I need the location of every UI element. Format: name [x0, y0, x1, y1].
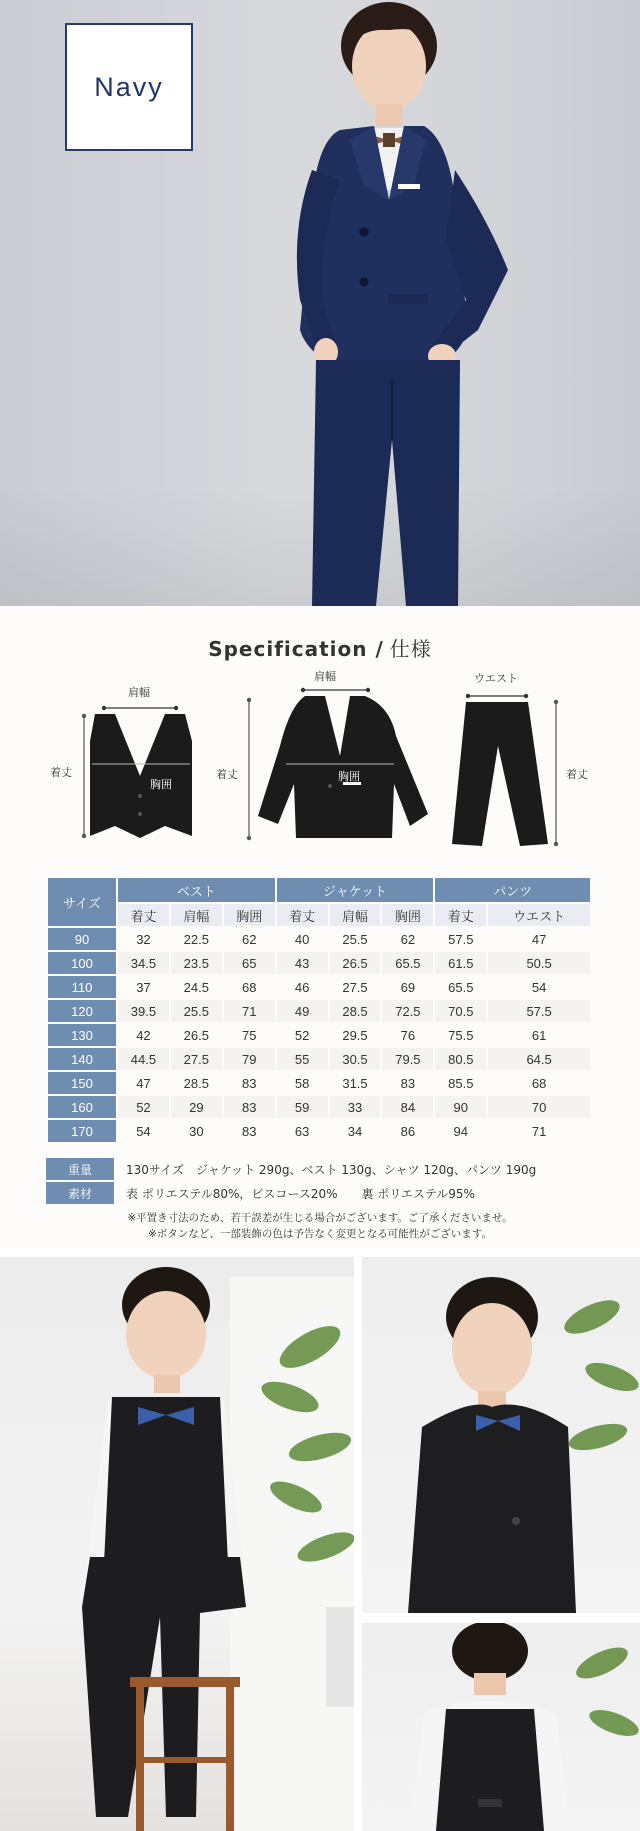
weight-row [46, 1158, 592, 1180]
measure-cell: 59 [277, 1096, 328, 1118]
measure-cell: 34 [330, 1120, 381, 1142]
jacket-model-photo [362, 1257, 640, 1613]
spec-title-jp: 仕様 [389, 637, 432, 661]
measure-cell: 49 [277, 1000, 328, 1022]
vest-chest-label: 胸囲 [150, 778, 172, 791]
measure-cell: 22.5 [171, 928, 222, 950]
measure-cell: 30 [171, 1120, 222, 1142]
measure-cell: 71 [488, 1120, 590, 1142]
size-row [48, 1120, 590, 1142]
measure-cell: 76 [382, 1024, 433, 1046]
size-cell: 140 [48, 1048, 116, 1070]
column-header: 着丈 [118, 904, 169, 926]
note-buttons: ※ボタンなど、一部装飾の色は予告なく変更となる可能性がございます。 [148, 1228, 492, 1240]
specification-section [0, 606, 640, 1248]
spec-title [0, 633, 640, 662]
measure-cell: 50.5 [488, 952, 590, 974]
measure-cell: 34.5 [118, 952, 169, 974]
size-cell: 150 [48, 1072, 116, 1094]
measure-cell: 47 [488, 928, 590, 950]
seated-boy-illustration [0, 1257, 354, 1831]
vest-length-label: 着丈 [50, 766, 72, 779]
size-row [48, 1072, 590, 1094]
vest-diagram [82, 706, 192, 838]
pants-diagram [452, 694, 558, 846]
vest-shoulder-label: 肩幅 [128, 686, 150, 699]
measure-cell: 27.5 [330, 976, 381, 998]
measure-cell: 42 [118, 1024, 169, 1046]
measure-cell: 27.5 [171, 1048, 222, 1070]
measure-cell: 75 [224, 1024, 275, 1046]
pants-group-header: パンツ [435, 878, 590, 902]
weight-text: 130サイズ ジャケット 290g、ベスト 130g、シャツ 120g、パンツ 190g [126, 1162, 537, 1177]
material-text: 表 ポリエステル80%，ビスコース20% 裏 ポリエステル95% [126, 1186, 475, 1201]
note-measurement: ※平置き寸法のため、若干誤差が生じる場合がございます。ご了承くださいませ。 [127, 1212, 513, 1224]
material-label: 素材 [46, 1182, 114, 1204]
column-header: 着丈 [435, 904, 486, 926]
size-row [48, 1048, 590, 1070]
measure-cell: 58 [277, 1072, 328, 1094]
size-cell: 110 [48, 976, 116, 998]
measure-cell: 43 [277, 952, 328, 974]
measure-cell: 94 [435, 1120, 486, 1142]
column-header: 肩幅 [171, 904, 222, 926]
measure-cell: 84 [382, 1096, 433, 1118]
size-header: サイズ [48, 878, 116, 926]
jacket-group-header: ジャケット [277, 878, 434, 902]
measure-cell: 68 [488, 1072, 590, 1094]
size-row [48, 976, 590, 998]
measure-cell: 79.5 [382, 1048, 433, 1070]
measure-cell: 79 [224, 1048, 275, 1070]
jacket-chest-label: 胸囲 [338, 770, 360, 783]
measure-cell: 23.5 [171, 952, 222, 974]
measure-cell: 25.5 [330, 928, 381, 950]
jacket-length-label: 着丈 [216, 768, 238, 781]
size-row [48, 1096, 590, 1118]
measure-cell: 29.5 [330, 1024, 381, 1046]
measure-cell: 24.5 [171, 976, 222, 998]
measure-cell: 70 [488, 1096, 590, 1118]
measure-cell: 68 [224, 976, 275, 998]
size-cell: 100 [48, 952, 116, 974]
measure-cell: 64.5 [488, 1048, 590, 1070]
jacket-diagram [247, 688, 428, 840]
spec-title-en: Specification / [208, 637, 384, 661]
measure-cell: 63 [277, 1120, 328, 1142]
measure-cell: 46 [277, 976, 328, 998]
vest-back-photo [362, 1623, 640, 1831]
size-cell: 170 [48, 1120, 116, 1142]
measure-cell: 85.5 [435, 1072, 486, 1094]
color-label: Navy [94, 71, 164, 102]
garment-measure-diagrams [0, 666, 640, 866]
jacket-boy-illustration [362, 1257, 640, 1613]
measure-cell: 86 [382, 1120, 433, 1142]
measure-cell: 26.5 [330, 952, 381, 974]
measure-cell: 39.5 [118, 1000, 169, 1022]
measure-cell: 55 [277, 1048, 328, 1070]
measure-cell: 30.5 [330, 1048, 381, 1070]
pants-waist-label: ウエスト [474, 672, 518, 685]
material-row [46, 1182, 592, 1204]
measure-cell: 71 [224, 1000, 275, 1022]
measure-cell: 75.5 [435, 1024, 486, 1046]
size-row [48, 1000, 590, 1022]
jacket-shoulder-label: 肩幅 [314, 670, 336, 683]
measure-cell: 25.5 [171, 1000, 222, 1022]
measure-cell: 65.5 [435, 976, 486, 998]
measure-cell: 90 [435, 1096, 486, 1118]
measure-cell: 65.5 [382, 952, 433, 974]
size-cell: 130 [48, 1024, 116, 1046]
measure-cell: 70.5 [435, 1000, 486, 1022]
measure-cell: 80.5 [435, 1048, 486, 1070]
measure-cell: 28.5 [330, 1000, 381, 1022]
vest-model-seated-photo [0, 1257, 354, 1831]
measure-cell: 83 [382, 1072, 433, 1094]
size-row [48, 952, 590, 974]
measure-cell: 26.5 [171, 1024, 222, 1046]
weight-label: 重量 [46, 1158, 114, 1180]
measure-cell: 65 [224, 952, 275, 974]
measure-cell: 44.5 [118, 1048, 169, 1070]
measure-cell: 57.5 [488, 1000, 590, 1022]
column-header: 着丈 [277, 904, 328, 926]
measure-cell: 40 [277, 928, 328, 950]
hero-photo [0, 0, 640, 606]
measure-cell: 33 [330, 1096, 381, 1118]
measure-cell: 29 [171, 1096, 222, 1118]
measure-cell: 62 [382, 928, 433, 950]
measure-cell: 54 [118, 1120, 169, 1142]
measure-cell: 72.5 [382, 1000, 433, 1022]
vest-group-header: ベスト [118, 878, 275, 902]
measure-cell: 83 [224, 1072, 275, 1094]
column-header: 肩幅 [330, 904, 381, 926]
size-cell: 90 [48, 928, 116, 950]
size-table [46, 876, 592, 1144]
color-label-box [65, 23, 193, 151]
column-header: ウエスト [488, 904, 590, 926]
measure-cell: 69 [382, 976, 433, 998]
measure-cell: 37 [118, 976, 169, 998]
measure-cell: 47 [118, 1072, 169, 1094]
measure-cell: 32 [118, 928, 169, 950]
measure-cell: 83 [224, 1120, 275, 1142]
size-row [48, 1024, 590, 1046]
measure-cell: 31.5 [330, 1072, 381, 1094]
measure-cell: 83 [224, 1096, 275, 1118]
measure-cell: 57.5 [435, 928, 486, 950]
column-header: 胸囲 [382, 904, 433, 926]
measure-cell: 61 [488, 1024, 590, 1046]
measure-cell: 62 [224, 928, 275, 950]
column-header: 胸囲 [224, 904, 275, 926]
size-cell: 160 [48, 1096, 116, 1118]
measure-cell: 52 [277, 1024, 328, 1046]
size-row [48, 928, 590, 950]
size-table-body [48, 928, 590, 1142]
measure-cell: 52 [118, 1096, 169, 1118]
measure-cell: 61.5 [435, 952, 486, 974]
pants-length-label: 着丈 [566, 768, 588, 781]
measure-cell: 54 [488, 976, 590, 998]
size-cell: 120 [48, 1000, 116, 1022]
vest-back-illustration [362, 1623, 640, 1831]
measure-cell: 28.5 [171, 1072, 222, 1094]
